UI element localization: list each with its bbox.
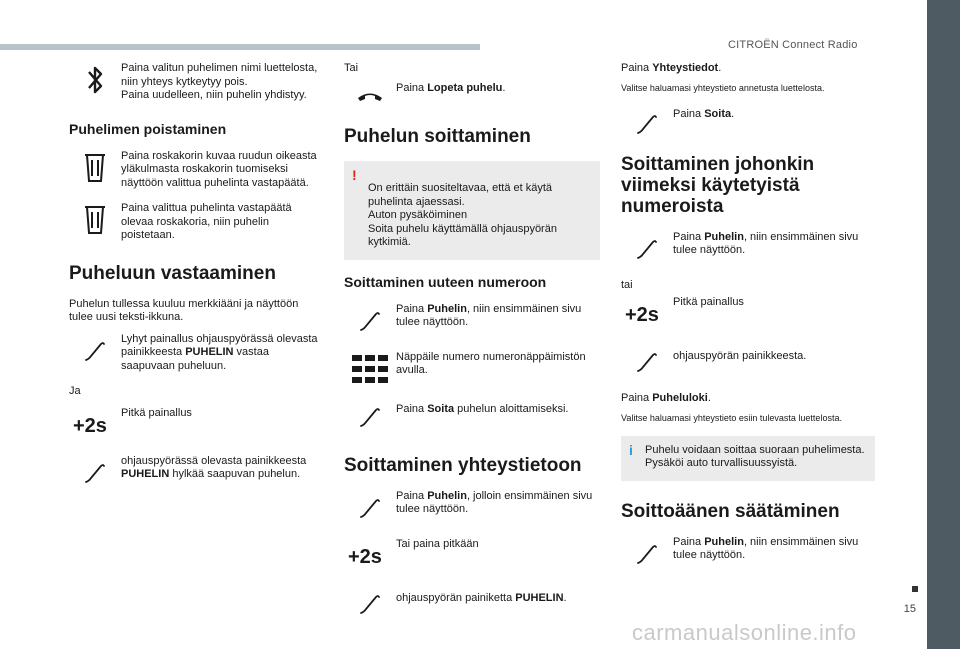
hangup-row [344, 78, 600, 114]
trash-text-1: Paina roskakorin kuvaa ruudun oikeasta yläkulmasta roskakorin tuomiseksi näyttöön valittua puhelinta vastapäätä. [121, 149, 317, 189]
keypad-text: Näppäile numero numeronäppäimistön avulla. [396, 350, 586, 376]
press-hold-2s-icon [69, 407, 121, 443]
phone-row [344, 303, 600, 339]
recent-long-row [621, 296, 875, 332]
bluetooth-icon [69, 62, 121, 98]
page-number: 15 [903, 603, 916, 615]
side-strip [927, 0, 960, 649]
keypad-row [344, 351, 600, 387]
touch-tap-icon [344, 303, 396, 339]
touch-tap-icon [621, 231, 673, 267]
touch-tap-icon [344, 490, 396, 526]
contact-title: Soittaminen yhteystietoon [344, 454, 582, 476]
short-press-row [69, 333, 325, 374]
trash-row-2 [69, 202, 325, 243]
touch-tap-icon [621, 536, 673, 572]
top-rule [0, 44, 480, 50]
contact-phone-text: Paina Puhelin, jolloin ensimmäinen sivu tulee näyttöön. [396, 489, 593, 515]
long-press-row [69, 407, 325, 443]
call-title: Puhelun soittaminen [344, 125, 531, 147]
delete-title: Puhelimen poistaminen [69, 120, 227, 137]
column-3 [621, 62, 875, 584]
touch-tap-icon [621, 106, 673, 142]
contact-phone-row [344, 490, 600, 526]
phone-text: Paina Puhelin, niin ensimmäinen sivu tulee näyttöön. [396, 302, 582, 328]
info-note: i Puhelu voidaan soittaa suoraan puhelimesta. Pysäköi auto turvallisuussyistä. [621, 436, 875, 481]
svg-text:+2s: +2s [348, 545, 382, 568]
trash-text-2: Paina valittua puhelinta vastapäätä olevaa roskakoria, niin puhelin poistetaan. [121, 202, 292, 241]
bt-text: Paina valitun puhelimen nimi luettelosta, niin yhteys kytkeytyy pois. Paina uudelleen, niin puhelin yhdistyy. [121, 62, 318, 101]
trash-icon [69, 202, 121, 238]
contact-long-row [344, 538, 600, 574]
contact-wheel-text: ohjauspyörän painiketta PUHELIN. [396, 591, 567, 604]
recent-wheel-text: ohjauspyörän painikkeesta. [673, 350, 807, 362]
corner-marker [912, 586, 918, 592]
touch-tap-icon [344, 399, 396, 435]
call-row [621, 106, 875, 142]
long-press-text: Pitkä painallus [121, 406, 192, 419]
recent-phone-row [621, 231, 875, 267]
bt-row [69, 62, 325, 103]
column-2 [344, 62, 600, 634]
log-text: Paina Puheluloki. [621, 392, 711, 404]
header-brand: CITROËN Connect Radio [728, 39, 858, 51]
recent-wheel-row [621, 344, 875, 380]
warning-icon: ! [352, 166, 357, 183]
tai-text: Tai [344, 62, 359, 74]
recent-title: Soittaminen johonkin viimeksi käytetyistä numeroista [621, 153, 815, 217]
press-hold-2s-icon [621, 296, 673, 332]
touch-tap-icon [621, 344, 673, 380]
ring-text: Paina Puhelin, niin ensimmäinen sivu tulee näyttöön. [673, 535, 859, 561]
short-press-text: Lyhyt painallus ohjauspyörässä olevasta painikkeesta PUHELIN vastaa saapuvaan puheluun. [121, 332, 318, 372]
contact-wheel-row [344, 586, 600, 622]
column-1 [69, 62, 325, 503]
keypad-icon [344, 351, 396, 387]
watermark: carmanualsonline.info [632, 620, 857, 645]
touch-tap-icon [69, 333, 121, 369]
contacts-small: Valitse haluamasi yhteystieto annetusta luettelosta. [621, 82, 825, 93]
press-hold-2s-icon [344, 538, 396, 574]
contact-long-text: Tai paina pitkään [396, 537, 479, 550]
reject-row [69, 455, 325, 491]
reject-text: ohjauspyörässä olevasta painikkeesta PUHELIN hylkää saapuvan puhelun. [121, 454, 307, 480]
new-number-title: Soittaminen uuteen numeroon [344, 273, 547, 290]
ja-text: Ja [69, 385, 81, 397]
info-icon: i [629, 441, 633, 458]
answer-intro: Puhelun tullessa kuuluu merkkiääni ja näyttöön tulee uusi teksti-ikkuna. [69, 297, 299, 323]
hangup-text: Paina Lopeta puhelu. [396, 81, 506, 94]
recent-long-text: Pitkä painallus [673, 296, 744, 308]
tai-text-lower: tai [621, 278, 633, 291]
call-text: Paina Soita. [673, 107, 735, 120]
dial-row [344, 399, 600, 435]
dial-text: Paina Soita puhelun aloittamiseksi. [396, 402, 569, 415]
log-small: Valitse haluamasi yhteystieto esiin tulevasta luettelosta. [621, 412, 842, 423]
ring-title: Soittoäänen säätäminen [621, 500, 840, 522]
answer-title: Puheluun vastaaminen [69, 262, 276, 284]
trash-row-1 [69, 150, 325, 191]
contacts-text: Paina Yhteystiedot. [621, 62, 722, 74]
hang-up-icon [344, 78, 396, 114]
touch-tap-icon [69, 455, 121, 491]
trash-icon [69, 150, 121, 186]
svg-text:+2s: +2s [625, 304, 659, 326]
warning-note: ! On erittäin suositeltavaa, että et käytä puhelinta ajaessasi. Auton pysäköiminen Soita puhelu käyttämällä ohjauspyörän kytkimiä. [344, 161, 600, 260]
recent-phone-text: Paina Puhelin, niin ensimmäinen sivu tulee näyttöön. [673, 230, 859, 256]
ring-row [621, 536, 875, 572]
svg-text:+2s: +2s [73, 414, 107, 437]
touch-tap-icon [344, 586, 396, 622]
